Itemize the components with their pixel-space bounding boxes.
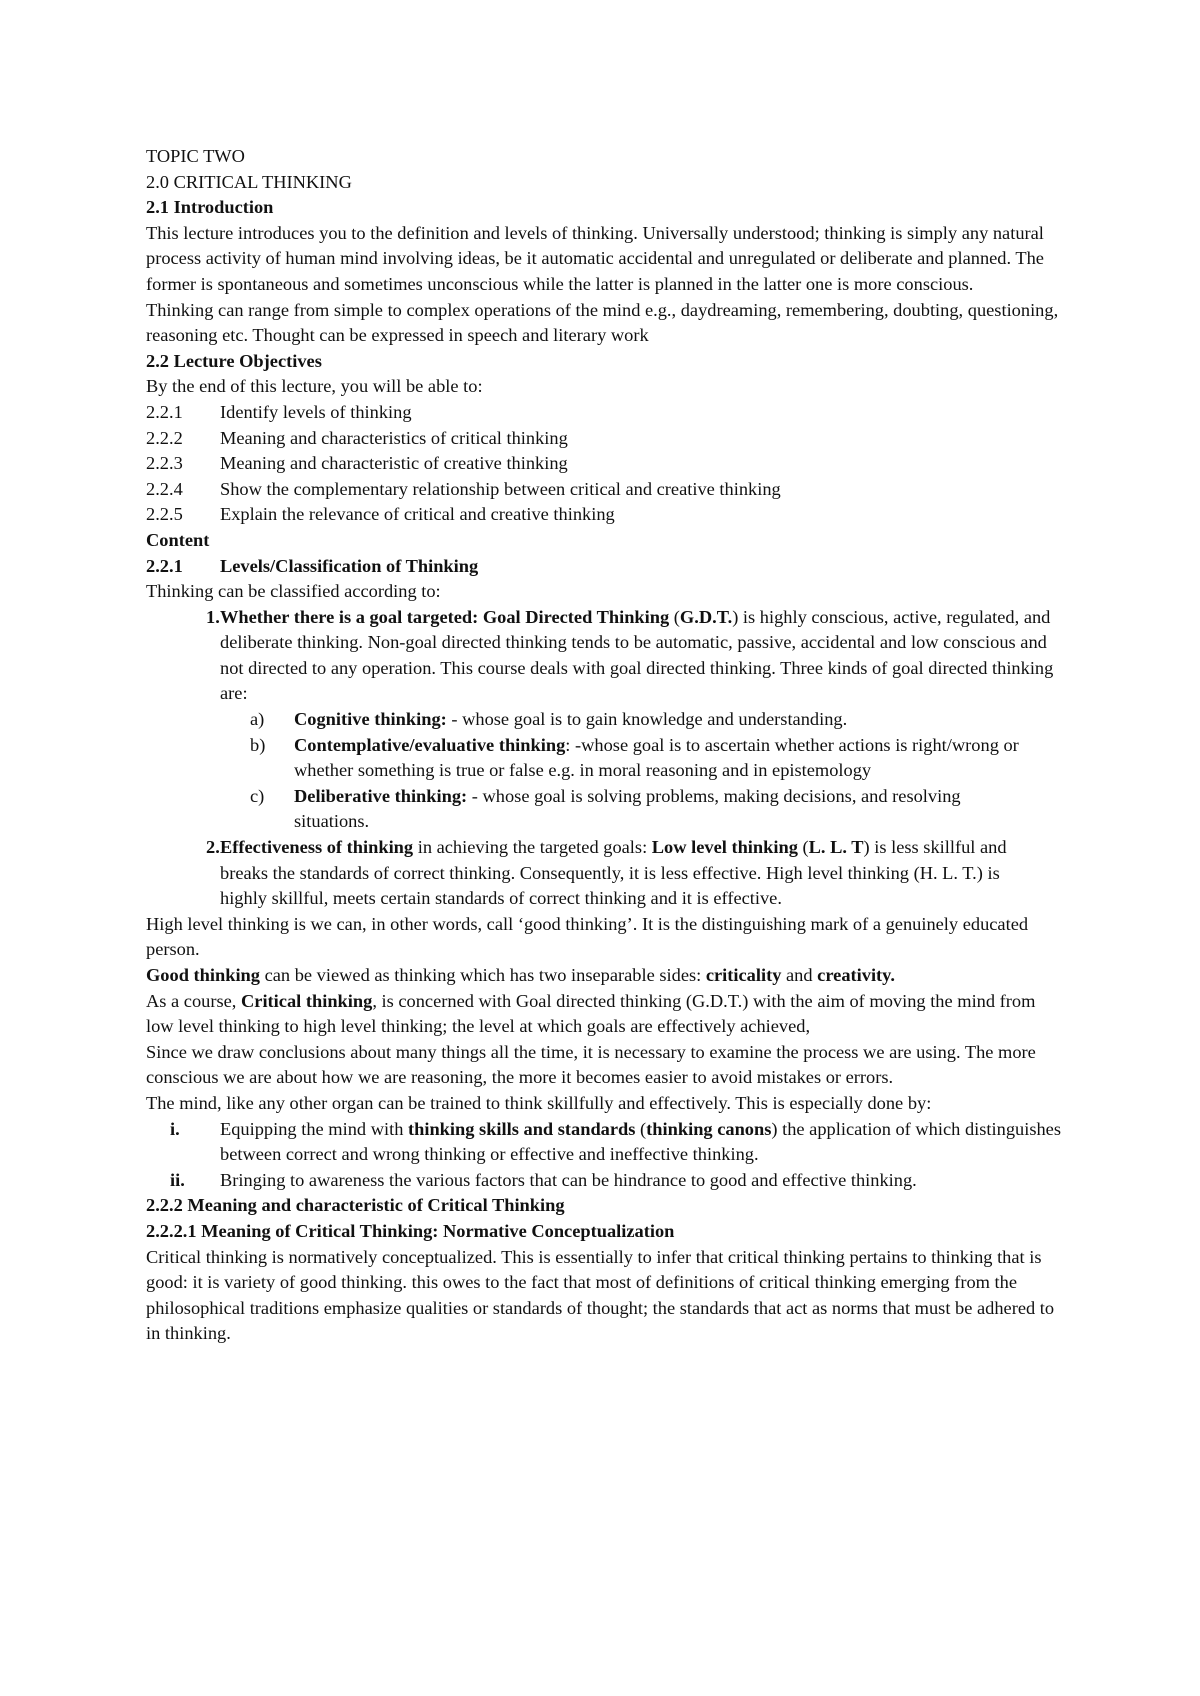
- text: , is concerned with Goal directed thinking (G.D.T.) with the aim of moving the mind from low level thinking to high level thinking; the level at which goals are effectively achieved,: [146, 990, 1036, 1037]
- objective-text: Show the complementary relationship between critical and creative thinking: [220, 478, 781, 499]
- item-text: (: [797, 837, 809, 858]
- sub-marker: c): [250, 785, 265, 806]
- roman-item-1: [146, 1117, 1066, 1168]
- levels-heading: [146, 554, 1066, 580]
- intro-paragraph-1: This lecture introduces you to the definition and levels of thinking. Universally understood; thinking is simply any natural process activity of human mind involving ideas, be it automatic accidental and unregulated or deliberate and planned. The former is spontaneous and sometimes unconscious while the latter is planned in the latter one is more conscious.: [146, 222, 1044, 294]
- meaning-paragraph: Critical thinking is normatively conceptualized. This is essentially to infer that critical thinking pertains to thinking that is good: it is variety of good thinking. this owes to the fact that most of definitions of critical thinking emerging from the philosophical traditions emphasize qualities or standards of thought; the standards that act as norms that must be adhered to in thinking.: [146, 1246, 1055, 1344]
- text: Bringing to awareness the various factors that can be hindrance to good and effective thinking.: [220, 1169, 917, 1190]
- paragraph-high-level: High level thinking is we can, in other words, call ‘good thinking’. It is the distinguishing mark of a genuinely educated person.: [146, 913, 1029, 960]
- bold-text: Good thinking: [146, 965, 260, 985]
- item-text: in achieving the targeted goals:: [413, 837, 652, 858]
- sub-item-contemplative: [220, 733, 1066, 784]
- paragraph-good-thinking: [146, 963, 1066, 989]
- objective-item: [146, 400, 1066, 426]
- content-heading: Content: [146, 529, 210, 550]
- objective-text: Meaning and characteristic of creative thinking: [220, 453, 568, 474]
- text: Equipping the mind with: [220, 1118, 408, 1139]
- levels-heading-text: Levels/Classification of Thinking: [220, 555, 479, 576]
- intro-heading: 2.1 Introduction: [146, 197, 274, 218]
- list-marker: 2.: [206, 837, 220, 858]
- sub-bold-text: Cognitive thinking:: [294, 709, 447, 730]
- levels-lead: Thinking can be classified according to:: [146, 581, 441, 602]
- item-text: (: [669, 606, 680, 627]
- objective-text: Identify levels of thinking: [220, 401, 412, 422]
- text: ) the application of which distinguishes between correct and wrong thinking or effective and ineffective thinking.: [220, 1118, 1061, 1165]
- text: (: [635, 1118, 647, 1139]
- objectives-lead: By the end of this lecture, you will be able to:: [146, 376, 483, 397]
- sub-text: - whose goal is solving problems, making decisions, and resolving situations.: [294, 785, 961, 832]
- objective-item: [146, 477, 1066, 503]
- objective-item: [146, 451, 1066, 477]
- sub-marker: b): [250, 734, 266, 755]
- sub-bold-text: Deliberative thinking:: [294, 785, 468, 806]
- document-page: [146, 144, 1066, 1347]
- paragraph-course: [146, 989, 1066, 1040]
- chapter-heading: 2.0 CRITICAL THINKING: [146, 171, 352, 192]
- paragraph-since: Since we draw conclusions about many things all the time, it is necessary to examine the process we are using. The more conscious we are about how we are reasoning, the more it becomes easier to avoid mistakes or errors.: [146, 1041, 1036, 1088]
- objective-number: 2.2.4: [146, 478, 183, 499]
- paragraph-mind: The mind, like any other organ can be trained to think skillfully and effectively. This is especially done by:: [146, 1092, 932, 1113]
- roman-marker: i.: [170, 1118, 180, 1139]
- intro-paragraph-2: Thinking can range from simple to complex operations of the mind e.g., daydreaming, remembering, doubting, questioning, reasoning etc. Thought can be expressed in speech and literary work: [146, 299, 1059, 346]
- objective-number: 2.2.2: [146, 427, 183, 448]
- item-bold-text: L. L. T: [808, 837, 864, 858]
- objective-number: 2.2.5: [146, 504, 183, 525]
- list-marker: 1.: [206, 606, 220, 627]
- bold-text: thinking skills and standards: [407, 1118, 636, 1139]
- text: and: [781, 965, 818, 985]
- objective-text: Meaning and characteristics of critical thinking: [220, 427, 568, 448]
- objectives-heading: 2.2 Lecture Objectives: [146, 350, 322, 371]
- item-text: ) is less skillful and breaks the standards of correct thinking. Consequently, it is less effective. High level thinking (H. L. T.) is highly skillful, meets certain standards of correct thinking and it is effective.: [220, 837, 1007, 909]
- objectives-list: [146, 400, 1066, 528]
- item-bold-text: Whether there is a goal targeted: Goal Directed Thinking: [220, 606, 670, 627]
- sub-bold-text: Contemplative/evaluative thinking: [294, 734, 566, 755]
- item-bold-text: Effectiveness of thinking: [220, 837, 414, 858]
- roman-marker: ii.: [170, 1169, 185, 1190]
- text: As a course,: [146, 990, 241, 1011]
- meaning-heading: 2.2.2 Meaning and characteristic of Critical Thinking: [146, 1195, 565, 1216]
- text: can be viewed as thinking which has two inseparable sides:: [259, 965, 706, 985]
- item-bold-text: Low level thinking: [651, 837, 798, 858]
- levels-heading-number: 2.2.1: [146, 555, 183, 576]
- bold-text: criticality: [705, 965, 782, 985]
- item-text: ) is highly conscious, active, regulated, and deliberate thinking. Non-goal directed thinking tends to be automatic, passive, accidental and low conscious and not directed to any operation. This course deals with goal directed thinking. Three kinds of goal directed thinking are:: [220, 606, 1054, 704]
- meaning-subheading: 2.2.2.1 Meaning of Critical Thinking: Normative Conceptualization: [146, 1220, 675, 1241]
- objective-number: 2.2.1: [146, 401, 183, 422]
- sub-marker: a): [250, 709, 265, 730]
- list-item-goal-targeted: [146, 605, 1066, 707]
- objective-number: 2.2.3: [146, 453, 183, 474]
- bold-text: creativity.: [817, 965, 895, 985]
- sub-item-cognitive: [220, 707, 1066, 733]
- objective-text: Explain the relevance of critical and creative thinking: [220, 504, 615, 525]
- sub-item-deliberative: [220, 784, 1066, 835]
- item-bold-text: G.D.T.: [679, 606, 733, 627]
- sub-text: : -whose goal is to ascertain whether actions is right/wrong or whether something is true or false e.g. in moral reasoning and in epistemology: [294, 734, 1019, 781]
- bold-text: Critical thinking: [241, 990, 373, 1011]
- roman-item-2: [146, 1168, 1066, 1194]
- objective-item: [146, 426, 1066, 452]
- bold-text: thinking canons: [646, 1118, 772, 1139]
- sub-text: - whose goal is to gain knowledge and understanding.: [446, 709, 848, 730]
- list-item-effectiveness: [146, 835, 1066, 912]
- objective-item: [146, 502, 1066, 528]
- topic-title: TOPIC TWO: [146, 146, 245, 166]
